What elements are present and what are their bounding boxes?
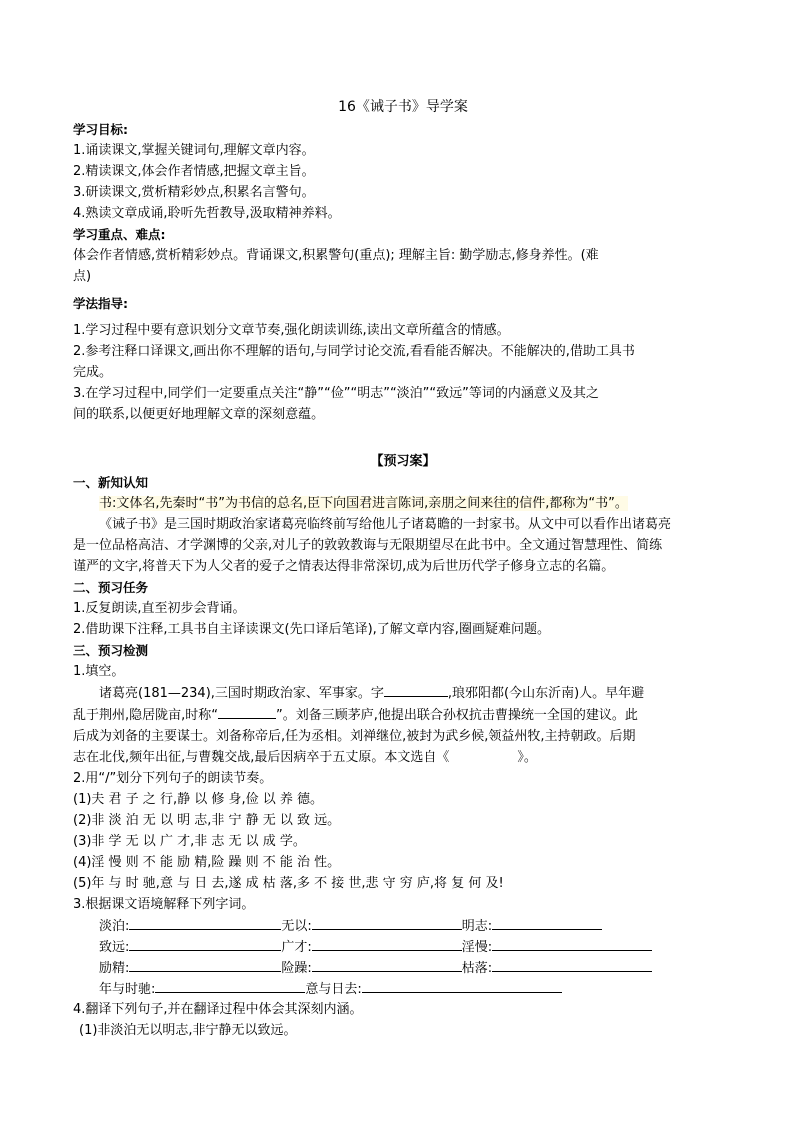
- method-item: 1.学习过程中要有意识划分文章节奏,强化朗读训练,读出文章所蕴含的情感。: [73, 323, 510, 338]
- s2-heading: 二、预习任务: [73, 580, 149, 595]
- q1-line: 乱于荆州,隐居陇亩,时称“ ”。刘备三顾茅庐,他提出联合孙权抗击曹操统一全国的建议。此: [73, 704, 733, 726]
- q1-line: 志在北伐,频年出征,与曹魏交战,最后因病卒于五丈原。本文选自《 》。: [73, 750, 537, 765]
- q2-label: 2.用“/”划分下列句子的朗读节奏。: [73, 771, 273, 786]
- task-item: 1.反复朗读,直至初步会背诵。: [73, 601, 246, 616]
- goal-item: 1.诵读课文,掌握关键词句,理解文章内容。: [73, 143, 315, 158]
- key-line: 点): [73, 269, 92, 284]
- intro-line: 《诫子书》是三国时期政治家诸葛亮临终前写给他儿子诸葛瞻的一封家书。从文中可以看作出诸葛亮: [99, 517, 672, 532]
- q1-line: 诸葛亮(181—234),三国时期政治家、军事家。字 ,琅邪阳都(今山东沂南)人。早年避: [73, 682, 733, 704]
- method-item: 间的联系,以便更好地理解文章的深刻意蕴。: [73, 407, 325, 422]
- vocab-row: 致远: 广才: 淫慢:: [73, 936, 733, 957]
- definition-paragraph: [73, 493, 733, 514]
- key-heading: 学习重点、难点:: [73, 227, 166, 242]
- vocab-row: 励精: 险躁: 枯落:: [73, 957, 733, 978]
- goal-item: 2.精读课文,体会作者情感,把握文章主旨。: [73, 164, 315, 179]
- vocab-blank[interactable]: [492, 957, 652, 972]
- rhythm-sentence: (1)夫 君 子 之 行,静 以 修 身,俭 以 养 德。: [73, 792, 324, 807]
- key-line: 体会作者情感,赏析精彩妙点。背诵课文,积累警句(重点); 理解主旨: 勤学励志,修身养性。(难: [73, 248, 599, 263]
- translate-item: (1)非淡泊无以明志,非宁静无以致远。: [79, 1023, 297, 1038]
- vocab-blank[interactable]: [312, 915, 462, 930]
- preview-section-title: 【预习案】: [370, 454, 436, 469]
- vocab-row: 淡泊: 无以: 明志:: [73, 915, 733, 936]
- method-heading: 学法指导:: [73, 296, 128, 311]
- blank-courtesy-name[interactable]: [384, 682, 448, 697]
- method-item: 完成。: [73, 365, 113, 380]
- q4-label: 4.翻译下列句子,并在翻译过程中体会其深刻内涵。: [73, 1002, 363, 1017]
- vocab-row: 年与时驰: 意与日去:: [73, 978, 733, 999]
- vocab-blank[interactable]: [129, 915, 281, 930]
- s1-heading: 一、新知认知: [73, 475, 149, 490]
- vocab-blank[interactable]: [492, 936, 652, 951]
- document-title: 16《诫子书》导学案: [338, 99, 468, 115]
- intro-line: 是一位品格高洁、才学渊博的父亲,对儿子的敦敦教诲与无限期望尽在此书中。全文通过智慧理性、简练: [73, 538, 663, 553]
- vocab-blank[interactable]: [129, 936, 281, 951]
- goal-item: 3.研读课文,赏析精彩妙点,积累名言警句。: [73, 185, 315, 200]
- vocab-blank[interactable]: [155, 978, 305, 993]
- vocab-blank[interactable]: [312, 936, 462, 951]
- rhythm-sentence: (2)非 淡 泊 无 以 明 志,非 宁 静 无 以 致 远。: [73, 813, 341, 828]
- vocab-blank[interactable]: [129, 957, 281, 972]
- s3-heading: 三、预习检测: [73, 643, 149, 658]
- goals-heading: 学习目标:: [73, 122, 128, 137]
- method-item: 2.参考注释口译课文,画出你不理解的语句,与同学讨论交流,看看能否解决。不能解决的,借助工具书: [73, 344, 635, 359]
- blank-nickname[interactable]: [218, 704, 276, 719]
- vocab-blank[interactable]: [492, 915, 602, 930]
- vocab-blank[interactable]: [312, 957, 462, 972]
- rhythm-sentence: (5)年 与 时 驰,意 与 日 去,遂 成 枯 落,多 不 接 世,悲 守 穷 庐,将 复 何 及!: [73, 876, 504, 891]
- method-item: 3.在学习过程中,同学们一定要重点关注“静”“俭”“明志”“淡泊”“致远”等词的内涵意义及其之: [73, 386, 599, 401]
- definition-text: 书:文体名,先秦时“书”为书信的总名,臣下向国君进言陈词,亲朋之间来往的信件,都称为“书”。: [99, 496, 628, 511]
- vocab-blank[interactable]: [362, 978, 562, 993]
- rhythm-sentence: (4)淫 慢 则 不 能 励 精,险 躁 则 不 能 治 性。: [73, 855, 341, 870]
- goal-item: 4.熟读文章成诵,聆听先哲教导,汲取精神养料。: [73, 206, 341, 221]
- intro-line: 谨严的文字,将普天下为人父者的爱子之情表达得非常深切,成为后世历代学子修身立志的名篇。: [73, 559, 615, 574]
- rhythm-sentence: (3)非 学 无 以 广 才,非 志 无 以 成 学。: [73, 834, 306, 849]
- q1-label: 1.填空。: [73, 664, 125, 679]
- task-item: 2.借助课下注释,工具书自主译读课文(先口译后笔译),了解文章内容,圈画疑难问题。: [73, 622, 550, 637]
- document-page: [73, 96, 733, 1041]
- q3-label: 3.根据课文语境解释下列字词。: [73, 897, 255, 912]
- q1-line: 后成为刘备的主要谋士。刘备称帝后,任为丞相。刘禅继位,被封为武乡候,领益州牧,主持朝政。后期: [73, 729, 636, 744]
